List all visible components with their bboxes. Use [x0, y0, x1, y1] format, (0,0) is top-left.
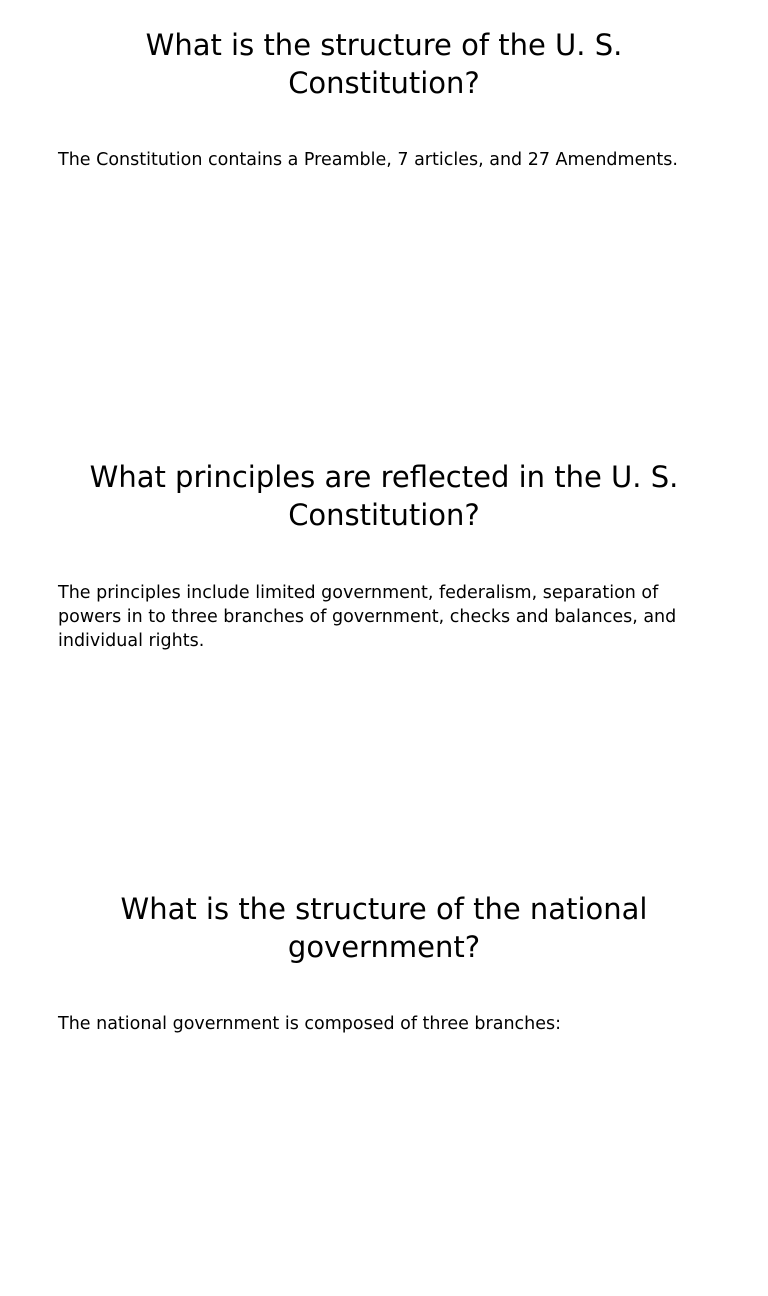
- slide-title: What is the structure of the U. S. Constitution?: [145, 28, 623, 100]
- slide-3: [0, 864, 768, 1296]
- slide-body-text: The national government is composed of three branches:: [58, 1014, 562, 1034]
- slide-1: [0, 0, 768, 432]
- slide-body-text: The Constitution contains a Preamble, 7 articles, and 27 Amendments.: [58, 150, 678, 170]
- slide-body-text: The principles include limited government, federalism, separation of powers in to three branches of government, checks and balances, and individual rights.: [58, 583, 677, 651]
- slide-title: What principles are reflected in the U. S. Constitution?: [89, 460, 679, 532]
- slide-2: [0, 432, 768, 864]
- slide-title: What is the structure of the national government?: [120, 892, 648, 964]
